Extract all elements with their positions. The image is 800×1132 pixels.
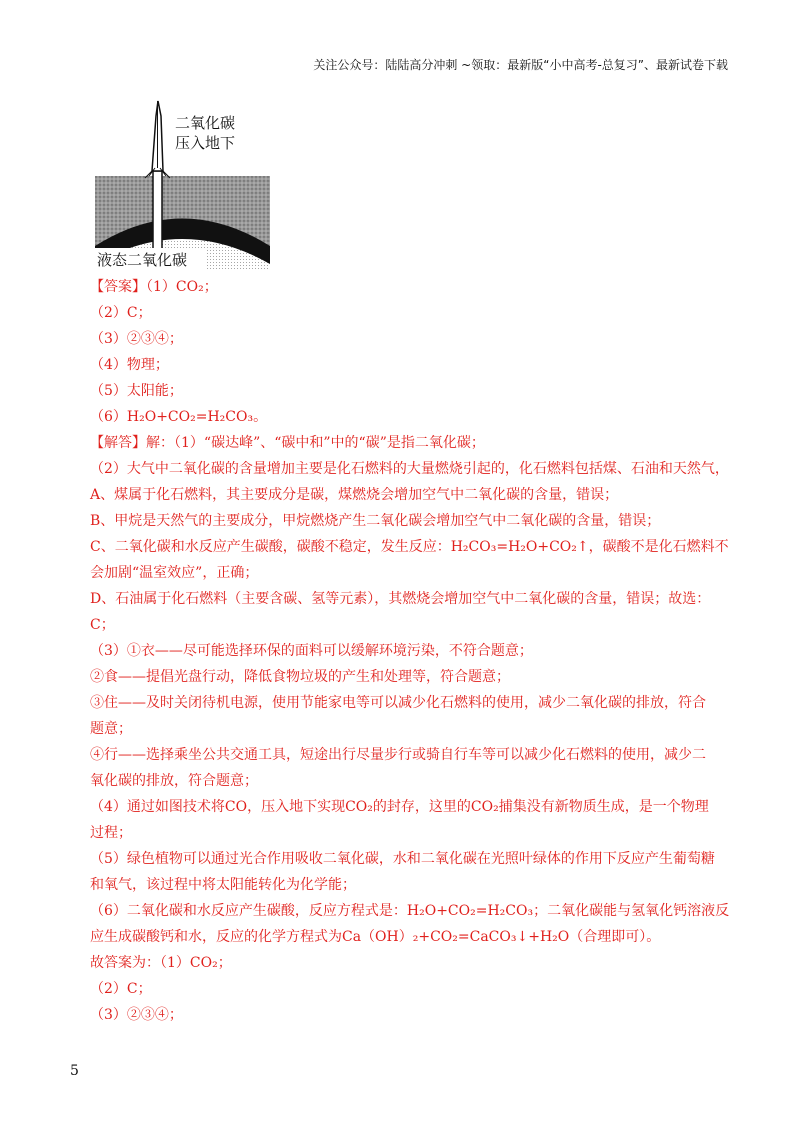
analysis-line: （4）通过如图技术将CO，压入地下实现CO₂的封存，这里的CO₂捕集没有新物质生成，是一个物理: [90, 799, 709, 815]
answer-line: （2）C；: [90, 305, 152, 321]
figure-label-bottom: 液态二氧化碳: [97, 251, 188, 269]
answer-line: （3）②③④；: [90, 331, 183, 347]
analysis-line: 题意；: [90, 721, 132, 737]
analysis-line: ②食——提倡光盘行动，降低食物垃圾的产生和处理等，符合题意；: [90, 669, 510, 685]
analysis-line: B、甲烷是天然气的主要成分，甲烷燃烧产生二氧化碳会增加空气中二氧化碳的含量，错误；: [90, 513, 661, 529]
final-answer-line: （2）C；: [90, 981, 152, 997]
co2-storage-figure: [95, 96, 270, 271]
figure-label-top-1: 二氧化碳: [175, 114, 236, 132]
analysis-line: C；: [90, 617, 115, 633]
analysis-line: （3）①衣——尽可能选择环保的面料可以缓解环境污染，不符合题意；: [90, 643, 533, 659]
analysis-line: 会加剧“温室效应”，正确；: [90, 565, 259, 581]
figure-label-top-2: 压入地下: [175, 134, 236, 152]
answer-line: （5）太阳能；: [90, 383, 183, 399]
analysis-line: ④行——选择乘坐公共交通工具，短途出行尽量步行或骑自行车等可以减少化石燃料的使用，减少二: [90, 747, 706, 763]
analysis-line: D、石油属于化石燃料（主要含碳、氢等元素），其燃烧会增加空气中二氧化碳的含量，错误；故选：: [90, 591, 711, 607]
analysis-line: ③住——及时关闭待机电源，使用节能家电等可以减少化石燃料的使用，减少二氧化碳的排放，符合: [90, 695, 706, 711]
analysis-line: 应生成碳酸钙和水，反应的化学方程式为Ca（OH）₂+CO₂=CaCO₃↓+H₂O（合理即可）。: [90, 929, 661, 945]
analysis-line: 氧化碳的排放，符合题意；: [90, 773, 258, 789]
answer-line: （4）物理；: [90, 357, 169, 373]
answer-line: （6）H₂O+CO₂=H₂CO₃。: [90, 409, 268, 425]
analysis-line: A、煤属于化石燃料，其主要成分是碳，煤燃烧会增加空气中二氧化碳的含量，错误；: [90, 487, 619, 503]
final-answer-line: （3）②③④；: [90, 1007, 183, 1023]
analysis-line: C、二氧化碳和水反应产生碳酸，碳酸不稳定，发生反应：H₂CO₃=H₂O+CO₂↑，碳酸不是化石燃料不: [90, 539, 729, 555]
analysis-line: 和氧气，该过程中将太阳能转化为化学能；: [90, 877, 356, 893]
page-number: 5: [70, 1063, 79, 1079]
analysis-line: 过程；: [90, 825, 132, 841]
page-header: 关注公众号：陆陆高分冲刺 ~领取：最新版“小中高考-总复习”、最新试卷下载: [313, 58, 728, 72]
analysis-line: （6）二氧化碳和水反应产生碳酸，反应方程式是：H₂O+CO₂=H₂CO₃；二氧化碳能与氢氧化钙溶液反: [90, 903, 730, 919]
analysis-line: （2）大气中二氧化碳的含量增加主要是化石燃料的大量燃烧引起的，化石燃料包括煤、石油和天然气，: [90, 461, 729, 477]
analysis-line: （5）绿色植物可以通过光合作用吸收二氧化碳，水和二氧化碳在光照叶绿体的作用下反应产生葡萄糖: [90, 851, 715, 867]
analysis-line: 【解答】解：（1）“碳达峰”、“碳中和”中的“碳”是指二氧化碳；: [90, 435, 485, 451]
answer-content: [90, 274, 730, 1028]
co2-storage-diagram: [95, 96, 270, 271]
answer-line: 【答案】（1）CO₂；: [90, 279, 218, 295]
final-answer-line: 故答案为：（1）CO₂；: [90, 955, 232, 971]
